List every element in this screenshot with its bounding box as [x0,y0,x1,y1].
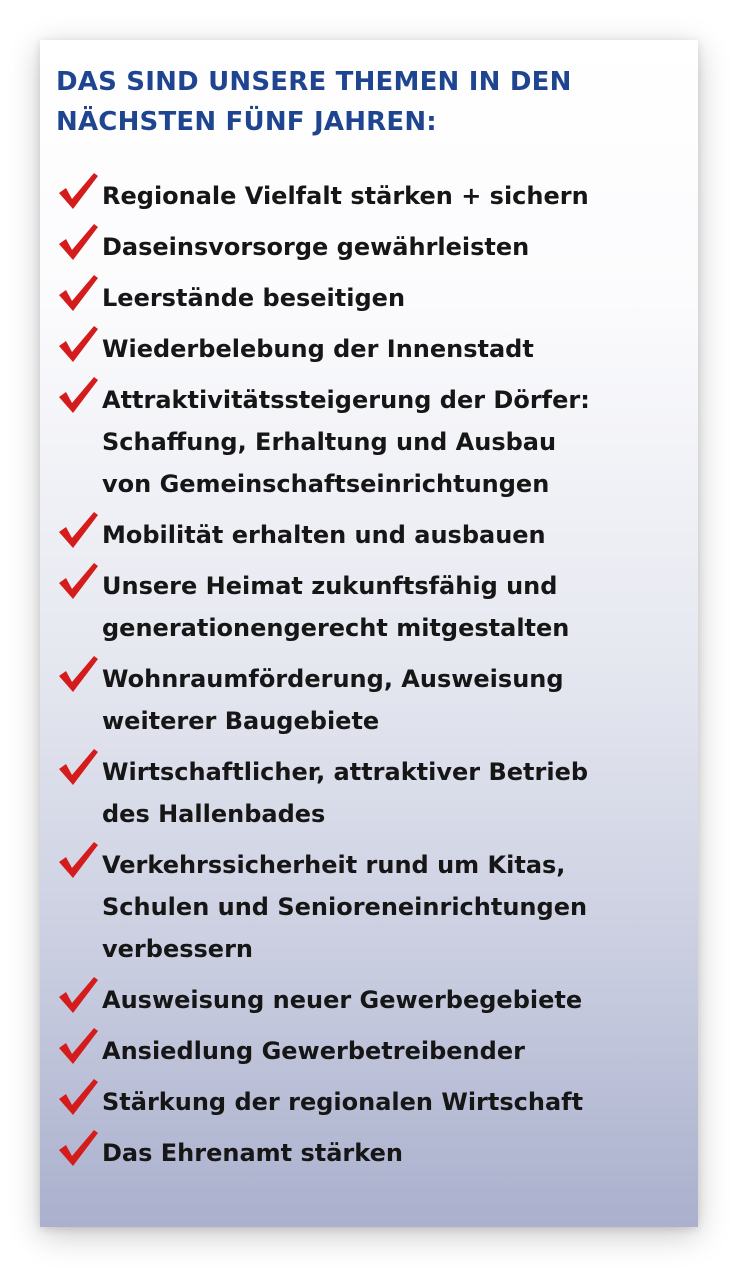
list-item [56,565,680,649]
checkmark-icon [56,1126,102,1168]
checkmark-icon [56,745,102,787]
list-item [56,226,680,268]
list-item-text: Wiederbelebung der Innenstadt [102,335,534,363]
checkmark-icon [56,559,102,601]
list-item-text: Daseinsvorsorge gewährleisten [102,233,530,261]
list-item-text: Wohnraumförderung, Ausweisung weiterer Baugebiete [102,665,564,735]
list-item-text: Wirtschaftlicher, attraktiver Betrieb des Hallenbades [102,758,589,828]
list-item-text: Regionale Vielfalt stärken + sichern [102,182,589,210]
checkmark-icon [56,973,102,1015]
list-item [56,1030,680,1072]
checkmark-icon [56,373,102,415]
themes-card [40,40,698,1227]
list-item-text: Leerstände beseitigen [102,284,406,312]
list-item-text: Stärkung der regionalen Wirtschaft [102,1088,584,1116]
checkmark-icon [56,169,102,211]
list-item-text: Verkehrssicherheit rund um Kitas, Schulen und Senioreneinrichtungen verbessern [102,851,588,963]
page-title: DAS SIND UNSERE THEMEN IN DEN NÄCHSTEN FÜNF JAHREN: [56,67,572,137]
checkmark-icon [56,271,102,313]
list-item-text: Ansiedlung Gewerbetreibender [102,1037,525,1065]
list-item [56,514,680,556]
list-item-text: Unsere Heimat zukunftsfähig und generationengerecht mitgestalten [102,572,570,642]
checkmark-icon [56,838,102,880]
list-item [56,751,680,835]
list-item [56,979,680,1021]
themes-list [56,175,680,1174]
list-item [56,1132,680,1174]
list-item [56,658,680,742]
checkmark-icon [56,652,102,694]
list-item [56,175,680,217]
list-item-text: Mobilität erhalten und ausbauen [102,521,546,549]
checkmark-icon [56,508,102,550]
list-item [56,328,680,370]
list-item-text: Attraktivitätssteigerung der Dörfer: Schaffung, Erhaltung und Ausbau von Gemeinschaftseinrichtungen [102,386,590,498]
checkmark-icon [56,220,102,262]
checkmark-icon [56,322,102,364]
list-item [56,1081,680,1123]
list-item-text: Das Ehrenamt stärken [102,1139,403,1167]
checkmark-icon [56,1075,102,1117]
checkmark-icon [56,1024,102,1066]
list-item [56,277,680,319]
list-item [56,379,680,505]
list-item-text: Ausweisung neuer Gewerbegebiete [102,986,583,1014]
list-item [56,844,680,970]
